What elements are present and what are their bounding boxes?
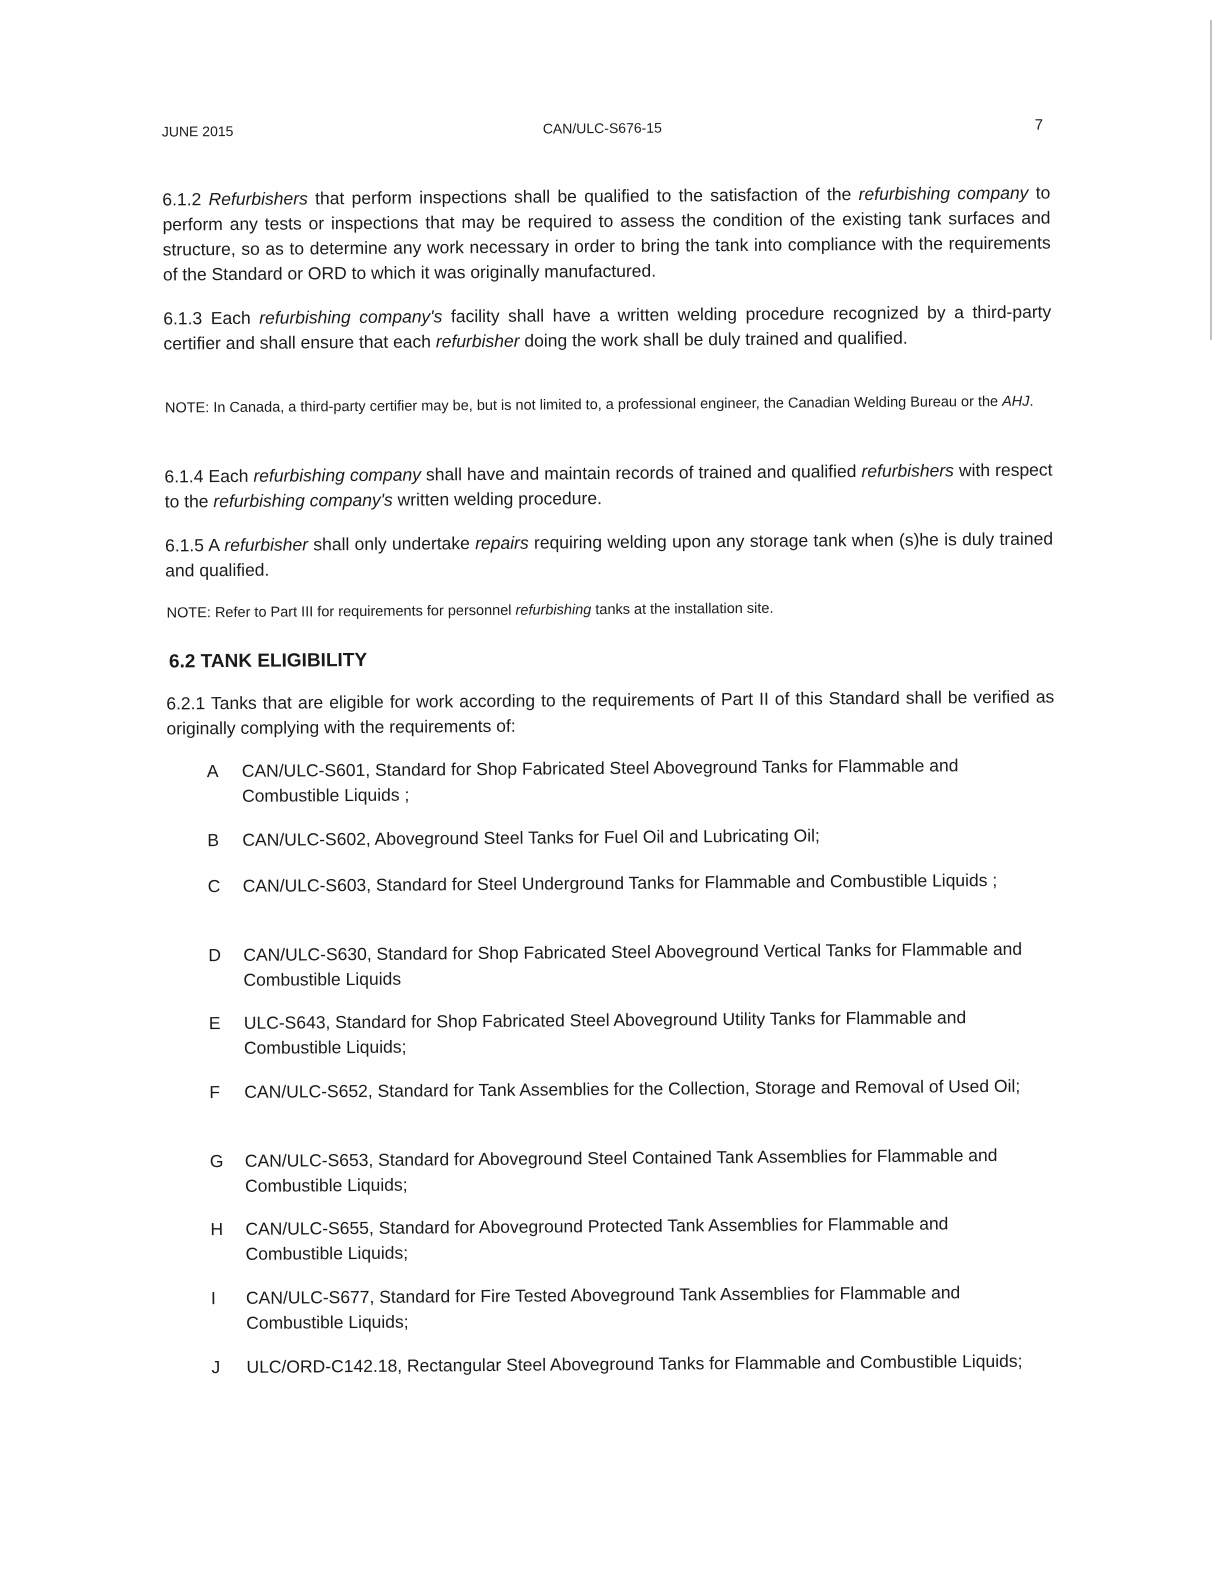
paragraph-6-1-5: 6.1.5 A refurbisher shall only undertake repairs requiring welding upon any storage tank when (s)he is duly trained and qualified. [164, 528, 1054, 581]
list-item-letter: H [210, 1219, 224, 1240]
paragraph-6-1-2: 6.1.2 Refurbishers that perform inspections shall be qualified to the satisfaction of the refurbishing company to perform any tests or inspections that may be required to assess the condition of the existing tank surfaces and structure, so as to determine any work necessary in order to bring the tank into compliance with the requirements of the Standard or ORD to which it was originally manufactured. [162, 182, 1051, 285]
list-item-text: CAN/ULC-S603, Standard for Steel Underground Tanks for Flammable and Combustible Liquids ; [242, 869, 998, 896]
list-item [207, 753, 1027, 809]
list-item-text: CAN/ULC-S655, Standard for Aboveground Protected Tank Assemblies for Flammable and Combustible Liquids; [245, 1213, 949, 1264]
list-item-text: CAN/ULC-S630, Standard for Shop Fabricated Steel Aboveground Vertical Tanks for Flammable and Combustible Liquids [243, 938, 1023, 990]
list-item [211, 1349, 1031, 1380]
note-third-party-certifier: NOTE: In Canada, a third-party certifier may be, but is not limited to, a professional engineer, the Canadian Welding Bureau or the AHJ. [164, 393, 1034, 417]
list-item [210, 1143, 1030, 1199]
list-item-letter: G [209, 1151, 224, 1172]
list-item-letter: I [210, 1288, 216, 1309]
list-item-text: ULC/ORD-C142.18, Rectangular Steel Aboveground Tanks for Flammable and Combustible Liquids; [246, 1350, 1023, 1377]
paragraph-6-1-3: 6.1.3 Each refurbishing company's facility shall have a written welding procedure recognized by a third-party certifier and shall ensure that each refurbisher doing the work shall be duly trained and qualified. [163, 301, 1052, 354]
list-item-letter: E [208, 1013, 221, 1034]
list-item-letter: C [207, 876, 221, 897]
list-item [208, 868, 1028, 899]
list-item-letter: J [211, 1357, 221, 1378]
paragraph-6-2-1: 6.2.1 Tanks that are eligible for work according to the requirements of Part II of this Standard shall be verified as originally complying with the requirements of: [166, 686, 1055, 739]
list-item [209, 1074, 1029, 1105]
list-item-text: ULC-S643, Standard for Shop Fabricated Steel Aboveground Utility Tanks for Flammable and Combustible Liquids; [243, 1007, 967, 1058]
list-item [207, 822, 1027, 853]
list-item-letter: A [206, 761, 219, 782]
list-item-letter: D [208, 945, 221, 966]
list-item [211, 1280, 1031, 1336]
list-item-text: CAN/ULC-S653, Standard for Aboveground Steel Contained Tank Assemblies for Flammable and Combustible Liquids; [244, 1144, 998, 1196]
paragraph-6-1-4: 6.1.4 Each refurbishing company shall have and maintain records of trained and qualified refurbishers with respect to the refurbishing company's written welding procedure. [164, 459, 1053, 512]
list-item-text: CAN/ULC-S652, Standard for Tank Assemblies for the Collection, Storage and Removal of Used Oil; [244, 1075, 1021, 1102]
list-item-text: CAN/ULC-S602, Aboveground Steel Tanks for Fuel Oil and Lubricating Oil; [242, 825, 820, 850]
section-heading: 6.2 TANK ELIGIBILITY [168, 649, 368, 673]
list-item-text: CAN/ULC-S677, Standard for Fire Tested Aboveground Tank Assemblies for Flammable and Combustible Liquids; [245, 1282, 961, 1333]
list-item [209, 1005, 1029, 1061]
header-date: JUNE 2015 [161, 122, 234, 140]
list-item [208, 937, 1028, 993]
list-item-text: CAN/ULC-S601, Standard for Shop Fabricated Steel Aboveground Tanks for Flammable and Combustible Liquids ; [241, 755, 959, 806]
note-part-iii: NOTE: Refer to Part III for requirements for personnel refurbishing tanks at the installation site. [166, 600, 774, 622]
header-standard: CAN/ULC-S676-15 [542, 119, 662, 137]
list-item-letter: F [209, 1082, 221, 1103]
list-item-letter: B [207, 830, 220, 851]
list-item [210, 1211, 1030, 1267]
page-number: 7 [1034, 116, 1044, 134]
